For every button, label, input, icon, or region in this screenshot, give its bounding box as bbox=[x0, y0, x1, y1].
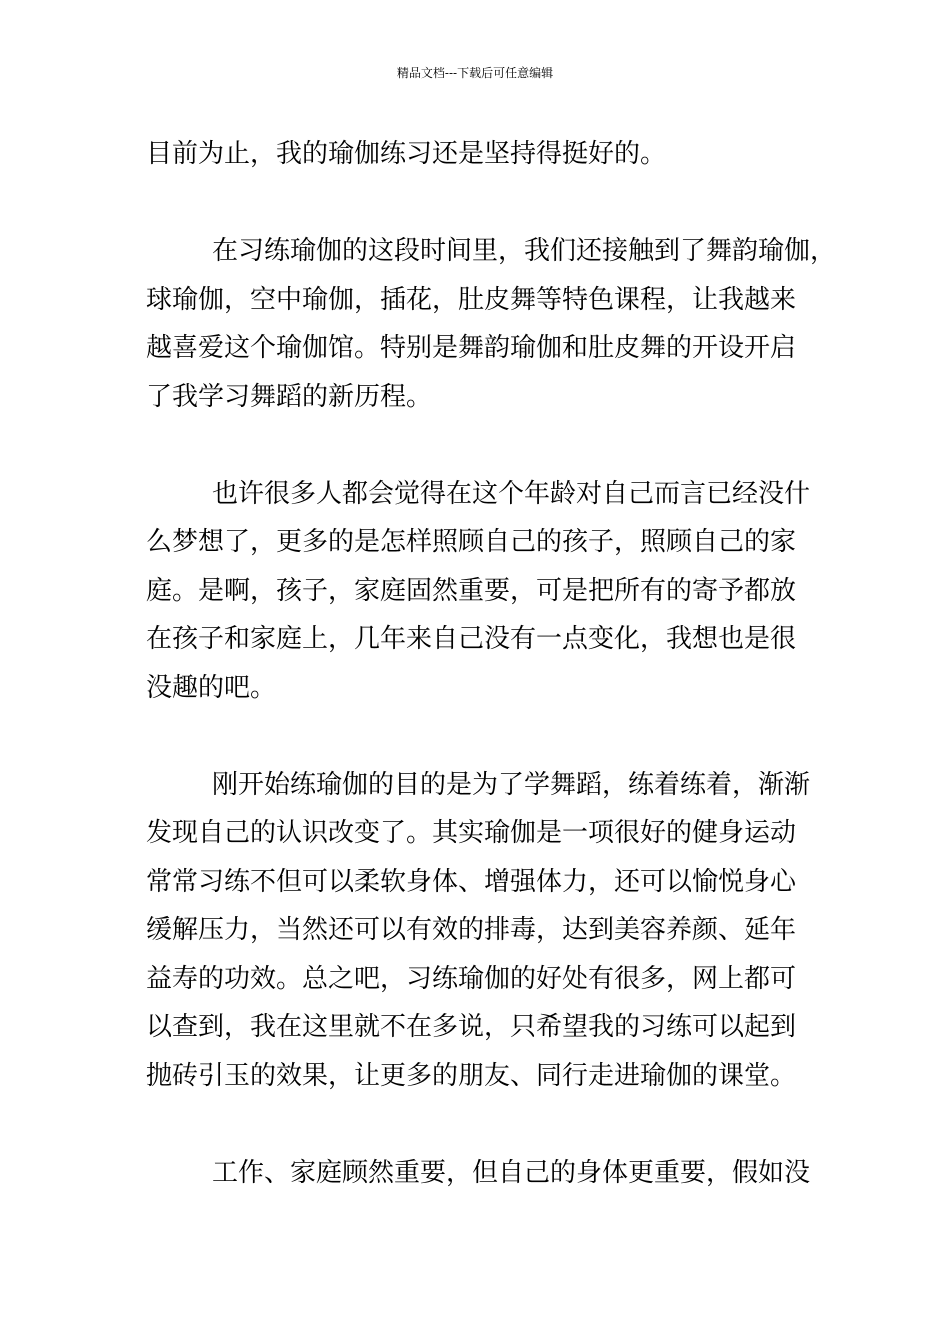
text-line: 也许很多人都会觉得在这个年龄对自己而言已经没什 bbox=[212, 478, 811, 509]
text-line: 没趣的吧。 bbox=[146, 672, 277, 703]
paragraph bbox=[146, 130, 811, 179]
paragraph-gap bbox=[146, 179, 811, 228]
text-line: 发现自己的认识改变了。其实瑜伽是一项很好的健身运动 bbox=[146, 818, 797, 848]
text-line: 庭。是啊，孩子，家庭固然重要，可是把所有的寄予都放 bbox=[146, 575, 797, 606]
text-line: 在孩子和家庭上，几年来自己没有一点变化，我想也是很 bbox=[146, 624, 797, 654]
paragraph-gap bbox=[146, 421, 811, 470]
paragraph bbox=[146, 227, 837, 421]
text-line: 目前为止，我的瑜伽练习还是坚持得挺好的。 bbox=[146, 139, 667, 169]
paragraph-gap bbox=[146, 712, 811, 761]
text-line: 以查到，我在这里就不在多说，只希望我的习练可以起到 bbox=[146, 1012, 797, 1042]
document-body bbox=[146, 130, 837, 1197]
text-line: 工作、家庭顾然重要，但自己的身体更重要，假如没 bbox=[212, 1157, 811, 1188]
text-line: 抛砖引玉的效果，让更多的朋友、同行走进瑜伽的课堂。 bbox=[146, 1060, 797, 1091]
paragraph-gap bbox=[146, 1100, 811, 1149]
text-line: 了我学习舞蹈的新历程。 bbox=[146, 381, 433, 412]
paragraph bbox=[146, 1149, 811, 1198]
text-line: 常常习练不但可以柔软身体、增强体力，还可以愉悦身心 bbox=[146, 866, 797, 897]
text-line: 缓解压力，当然还可以有效的排毒，达到美容养颜、延年 bbox=[146, 915, 797, 945]
page-header: 精品文档---下载后可任意编辑 bbox=[396, 66, 554, 80]
text-line: 越喜爱这个瑜伽馆。特别是舞韵瑜伽和肚皮舞的开设开启 bbox=[146, 333, 797, 363]
text-line: 刚开始练瑜伽的目的是为了学舞蹈，练着练着，渐渐 bbox=[212, 769, 811, 800]
text-line: 益寿的功效。总之吧，习练瑜伽的好处有很多，网上都可 bbox=[146, 963, 797, 994]
paragraph bbox=[146, 761, 811, 1101]
text-line: 球瑜伽，空中瑜伽，插花，肚皮舞等特色课程，让我越来 bbox=[146, 284, 797, 315]
text-line: 么梦想了，更多的是怎样照顾自己的孩子，照顾自己的家 bbox=[146, 527, 797, 557]
text-line: 在习练瑜伽的这段时间里，我们还接触到了舞韵瑜伽， bbox=[212, 236, 837, 266]
paragraph bbox=[146, 470, 811, 713]
